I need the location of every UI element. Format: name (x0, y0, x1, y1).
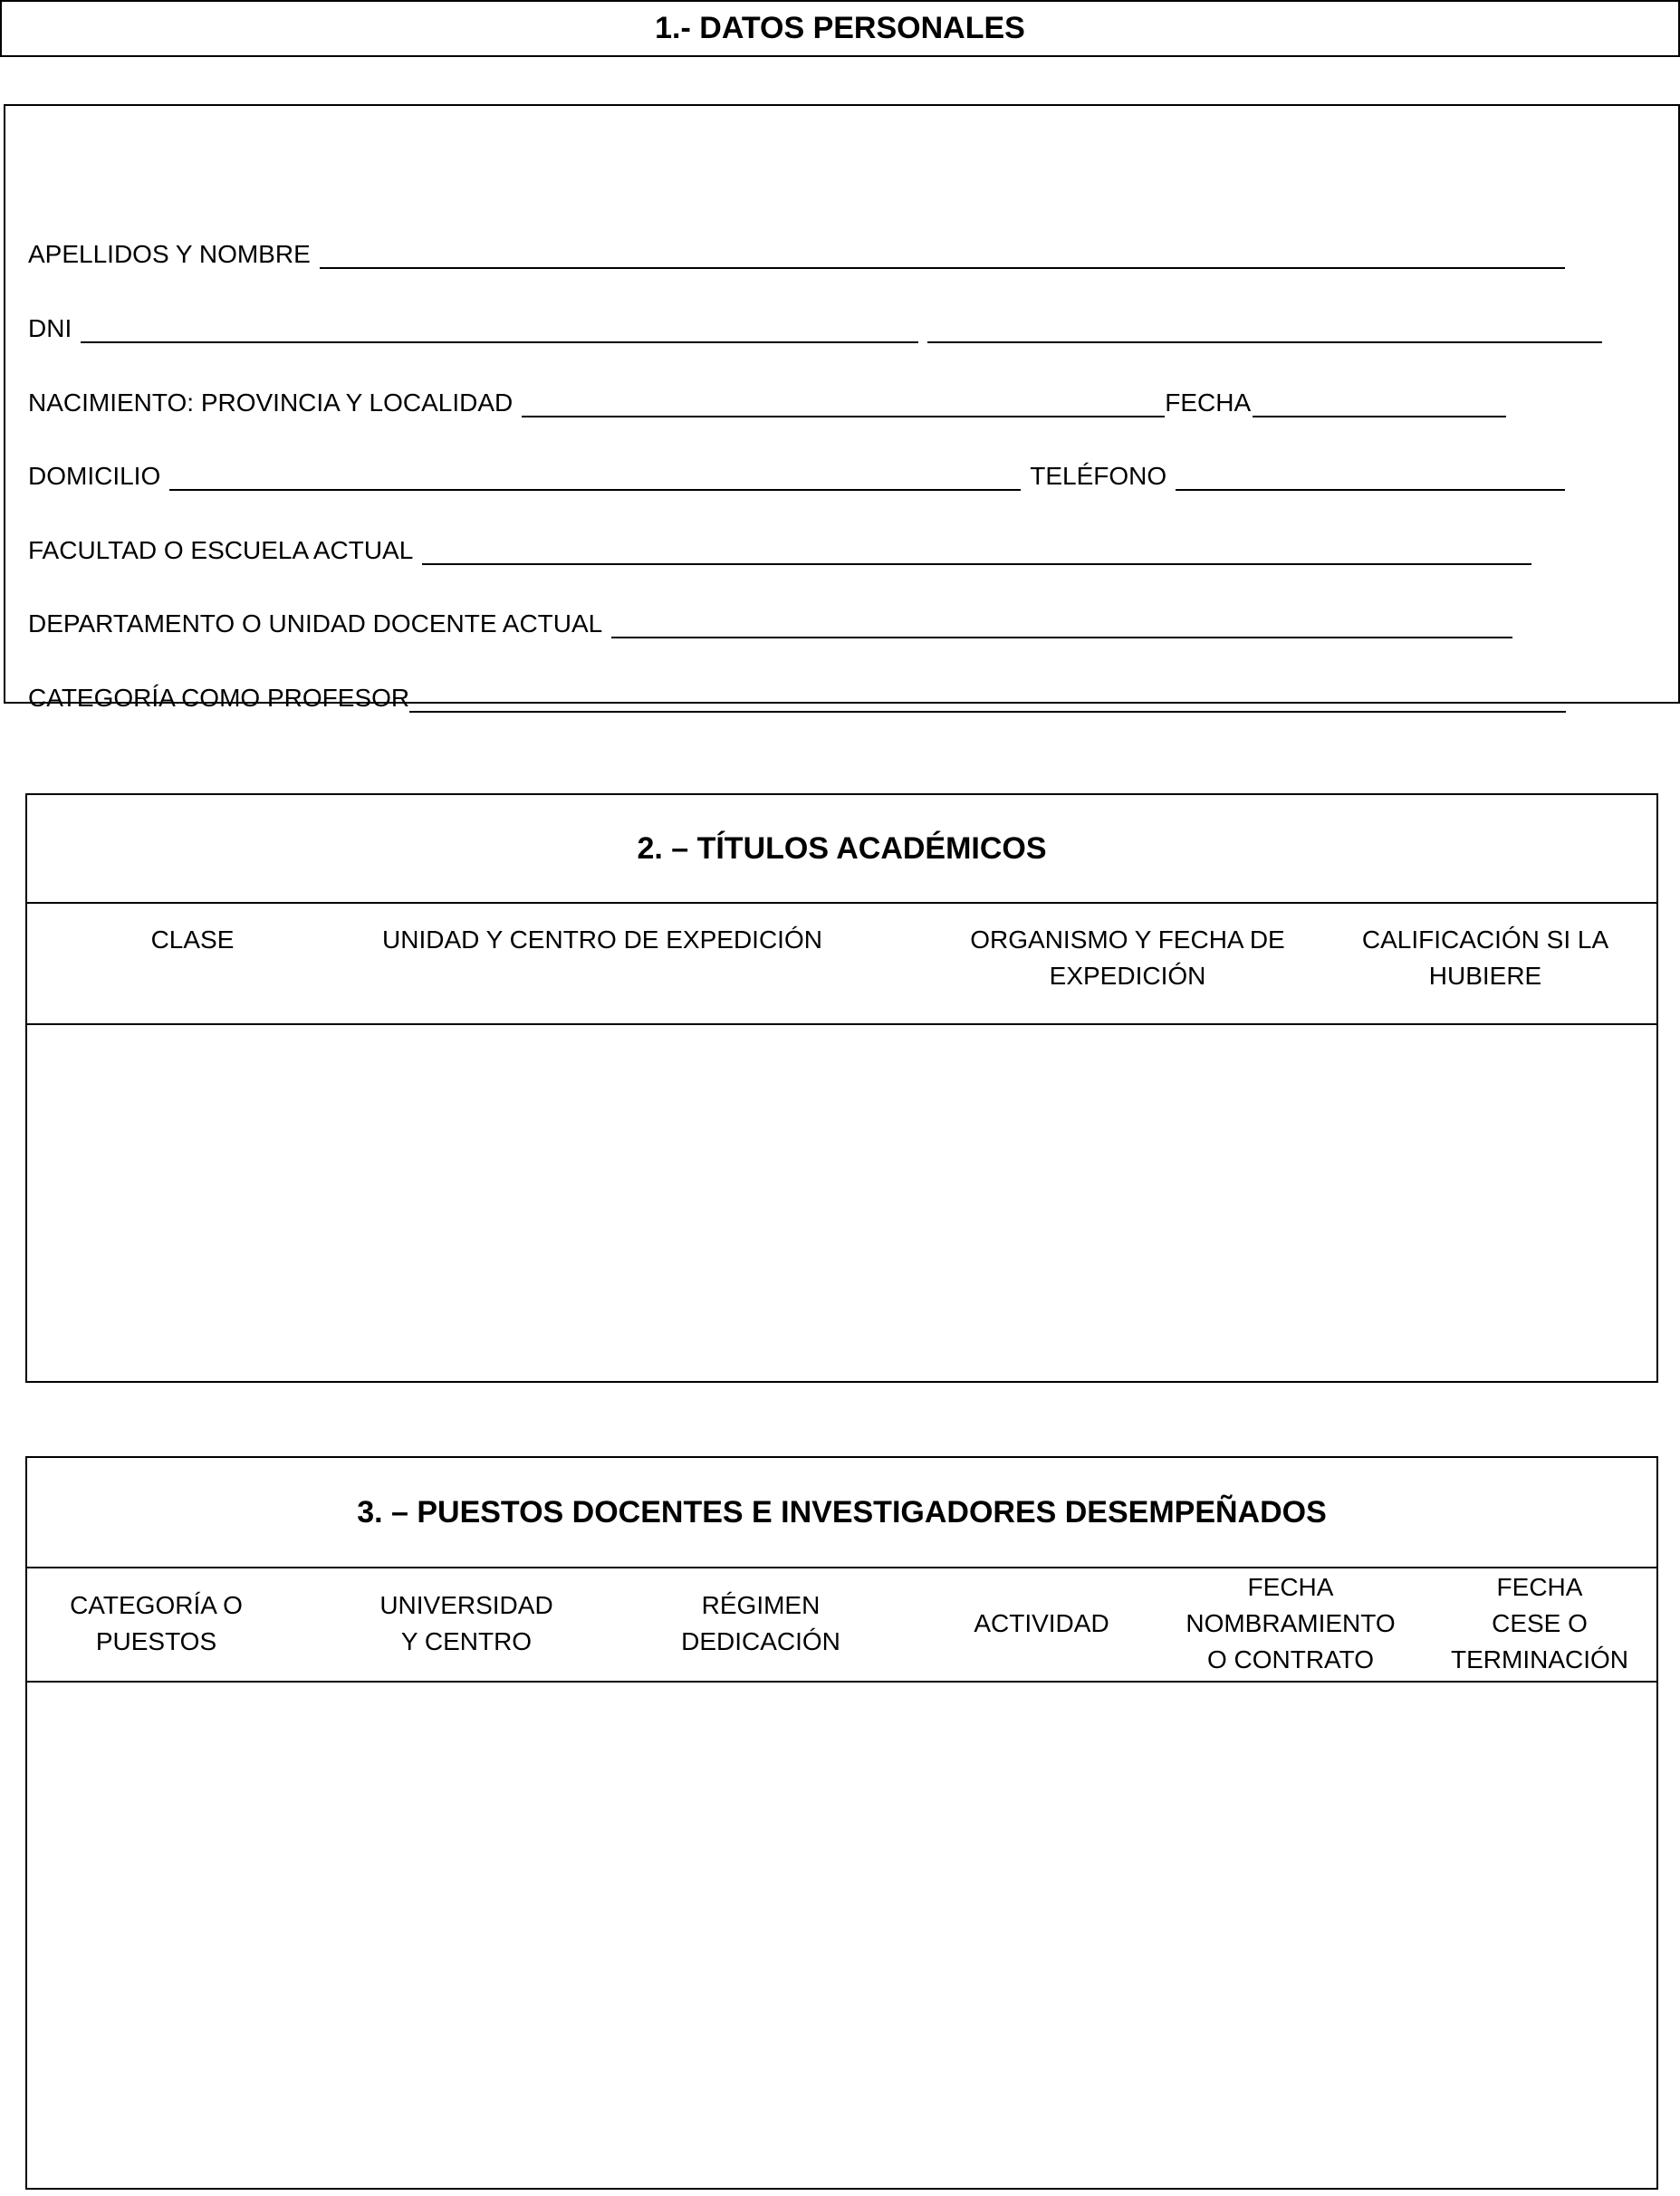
section-3-title: 3. – PUESTOS DOCENTES E INVESTIGADORES DESEMPEÑADOS (27, 1458, 1656, 1568)
field-label-fecha: FECHA (1165, 388, 1252, 417)
column-header: UNIDAD Y CENTRO DE EXPEDICIÓN (382, 925, 822, 954)
fill-line[interactable] (522, 388, 1165, 417)
column-header: FECHA CESE O TERMINACIÓN (1451, 1573, 1628, 1673)
section-2-title: 2. – TÍTULOS ACADÉMICOS (27, 795, 1656, 904)
field-label: DEPARTAMENTO O UNIDAD DOCENTE ACTUAL (28, 609, 603, 638)
column-header: FECHA NOMBRAMIENTO O CONTRATO (1186, 1573, 1396, 1673)
column-header: CLASE (150, 925, 235, 954)
fill-line[interactable] (927, 314, 1602, 343)
table-body[interactable] (27, 1025, 1656, 1381)
column-header: ORGANISMO Y FECHA DE EXPEDICIÓN (970, 925, 1285, 990)
column-header: RÉGIMEN DEDICACIÓN (681, 1591, 840, 1655)
fill-line[interactable] (409, 684, 1566, 713)
teaching-positions-table (25, 1456, 1658, 2190)
field-label: DOMICILIO (28, 462, 161, 490)
fill-line[interactable] (1253, 388, 1506, 417)
field-apellidos-nombre[interactable] (28, 233, 1565, 269)
table-header-row (27, 902, 1656, 1025)
column-header: UNIVERSIDAD Y CENTRO (379, 1591, 553, 1655)
field-departamento[interactable] (28, 602, 1512, 638)
fill-line[interactable] (169, 462, 1021, 491)
field-label: NACIMIENTO: PROVINCIA Y LOCALIDAD (28, 388, 514, 417)
fill-line[interactable] (422, 536, 1531, 565)
field-label: DNI (28, 314, 72, 342)
table-body[interactable] (27, 1683, 1656, 2188)
field-label: APELLIDOS Y NOMBRE (28, 240, 311, 268)
section-1-title: 1.- DATOS PERSONALES (0, 0, 1680, 57)
field-dni[interactable] (28, 307, 1602, 343)
column-header: ACTIVIDAD (974, 1609, 1109, 1637)
field-label: FACULTAD O ESCUELA ACTUAL (28, 536, 414, 564)
fill-line[interactable] (1176, 462, 1565, 491)
column-header: CATEGORÍA O PUESTOS (70, 1591, 243, 1655)
field-label-telefono: TELÉFONO (1030, 462, 1167, 490)
field-nacimiento[interactable] (28, 381, 1506, 417)
table-header-row (27, 1567, 1656, 1683)
academic-titles-table (25, 793, 1658, 1383)
column-header: CALIFICACIÓN SI LA HUBIERE (1361, 925, 1609, 990)
field-categoria[interactable] (28, 676, 1566, 713)
field-facultad[interactable] (28, 529, 1531, 565)
fill-line[interactable] (81, 314, 918, 343)
personal-data-panel (4, 104, 1680, 712)
fill-line[interactable] (320, 240, 1565, 269)
field-label: CATEGORÍA COMO PROFESOR (28, 684, 410, 712)
fill-line[interactable] (611, 609, 1512, 638)
field-domicilio[interactable] (28, 455, 1565, 491)
